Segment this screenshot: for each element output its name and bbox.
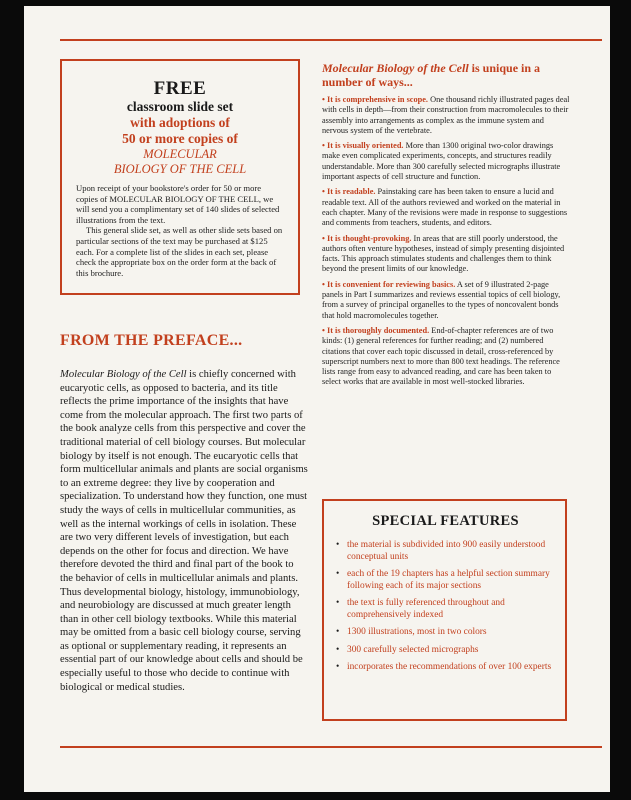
feature-item xyxy=(336,645,555,657)
feature-item xyxy=(336,598,555,621)
free-line2: with adoptions of xyxy=(130,115,230,130)
feature-item xyxy=(336,627,555,639)
bullet-icon: • xyxy=(336,627,340,637)
bullet-icon: • xyxy=(322,233,327,243)
bullet-icon: • xyxy=(322,141,327,151)
free-line3: 50 or more copies of xyxy=(122,131,238,146)
bullet-icon: • xyxy=(336,598,340,608)
unique-item xyxy=(322,187,572,228)
preface-body xyxy=(60,368,308,694)
book-title-line1: MOLECULAR xyxy=(143,147,217,161)
free-slide-set-box xyxy=(60,59,300,295)
bullet-icon: • xyxy=(322,279,327,289)
free-box-paragraph-1: Upon receipt of your bookstore's order for 50 or more copies of MOLECULAR BIOLOGY OF THE CELL, we will send you a complimentary set of 140 slides of selected illustrations from the text. xyxy=(76,183,280,225)
preface-title: FROM THE PREFACE... xyxy=(60,332,243,349)
unique-item xyxy=(322,326,572,388)
free-box-body xyxy=(76,183,284,278)
unique-item xyxy=(322,280,572,321)
unique-item-label: It is thought-provoking. xyxy=(326,233,412,243)
unique-section xyxy=(322,61,572,393)
feature-item xyxy=(336,662,555,674)
feature-text: 1300 illustrations, most in two colors xyxy=(347,627,487,637)
free-title: FREE xyxy=(153,78,207,99)
unique-item xyxy=(322,234,572,275)
unique-item-text: Painstaking care has been taken to ensure a lucid and readable text. All of the authors reviewed and worked on the material in each chapter. Many of the revisions were made in response to suggestions and comments from teachers, students, and editors. xyxy=(322,187,568,228)
unique-item-label: It is comprehensive in scope. xyxy=(326,95,429,104)
bullet-icon: • xyxy=(322,325,327,335)
features-list xyxy=(336,540,555,674)
unique-heading-rest: is unique in a number of ways... xyxy=(322,61,541,89)
bullet-icon: • xyxy=(336,569,340,579)
feature-item xyxy=(336,540,555,563)
feature-text: the material is subdivided into 900 easily understood conceptual units xyxy=(347,540,546,562)
bullet-icon: • xyxy=(322,95,327,104)
book-title-line2: BIOLOGY OF THE CELL xyxy=(113,162,247,176)
bottom-rule xyxy=(60,746,602,748)
unique-item xyxy=(322,95,572,136)
feature-text: incorporates the recommendations of over 100 experts xyxy=(347,662,552,672)
unique-item-text: More than 1300 original two-color drawings make even complicated experiments, concepts, and structures readily understandable. More than 300 carefully selected micrographs illustrate important aspects of cell structure and function. xyxy=(322,141,561,182)
feature-item xyxy=(336,569,555,592)
unique-item-label: It is readable. xyxy=(326,187,376,197)
bullet-icon: • xyxy=(336,644,340,655)
unique-item-text: In areas that are still poorly understood, the authors often venture hypotheses, instead of simply presenting disjointed facts. This approach stimulates students and challenges them to think beyond the present limits of our knowledge. xyxy=(322,233,565,274)
bullet-icon: • xyxy=(336,540,340,550)
feature-text: the text is fully referenced throughout and comprehensively indexed xyxy=(347,598,505,620)
bullet-icon: • xyxy=(336,662,340,672)
free-box-paragraph-2: This general slide set, as well as other slide sets based on particular sections of the text may be purchased at $125 each. For a complete list of the slides in each set, please check the appropriate box on the order form at the back of this brochure. xyxy=(76,225,283,278)
unique-item-label: It is convenient for reviewing basics. xyxy=(326,279,456,289)
unique-item xyxy=(322,141,572,182)
preface-lead: Molecular Biology of the Cell xyxy=(60,369,187,380)
unique-heading-italic: Molecular Biology of the Cell xyxy=(322,61,469,75)
unique-item-text: End-of-chapter references are of two kinds: (1) general references for further reading; and (2) numbered citations that cover each topic discussed in detail, cross-referenced by superscript numbers next to more than 800 text headings. The reference lists range from easy to advanced reading, and care has been taken to select works that are available in most well-stocked libraries. xyxy=(322,325,560,387)
bullet-icon: • xyxy=(322,187,327,197)
preface-text: is chiefly concerned with eucaryotic cells, as opposed to bacteria, and its title reflects the prime importance of the insights that have come from the molecular approach. The first two parts of the book analyze cells from this perspective and cover the traditional material of cell biology courses. But molecular biology by itself is not enough. The eucaryotic cells that form multicellular animals and plants are social organisms to an extreme degree: they live by cooperation and specialization. To understand how they function, one must study the ways of cells in multicellular communities, as well as the internal workings of cells in isolation. These are two very different levels of investigation, but each depends on the other for focus and direction. We have therefore devoted the third and final part of the book to the behavior of cells in multicellular animals and plants. Thus developmental biology, histology, immunobiology, and neurobiology are discussed at much greater length than in other cell biology textbooks. While this material may be omitted from a basic cell biology course, serving as optional or supplementary reading, it represents an essential part of our knowledge about cells and should be especially useful to those who decide to continue with biological or medical studies. xyxy=(60,369,308,693)
feature-text: 300 carefully selected micrographs xyxy=(347,644,479,655)
unique-list xyxy=(322,95,572,388)
top-rule xyxy=(60,39,602,41)
unique-heading xyxy=(322,61,572,89)
unique-item-label: It is thoroughly documented. xyxy=(326,325,430,335)
special-features-box xyxy=(322,499,567,721)
features-title: SPECIAL FEATURES xyxy=(372,513,519,529)
free-line1: classroom slide set xyxy=(126,99,234,114)
brochure-page xyxy=(24,6,610,792)
unique-item-label: It is visually oriented. xyxy=(326,141,404,151)
unique-item-text: A set of 9 illustrated 2-page panels in Part I summarizes and reviews essential topics of cell biology, from a survey of principal organelles to the types of noncovalent bonds that hold macromolecules together. xyxy=(322,279,561,320)
unique-item-text: One thousand richly illustrated pages deal with cells in depth—from their construction from macromolecules to their assembly into arrangements as complex as the immune system and nervous system of the vertebrate. xyxy=(322,95,570,135)
feature-text: each of the 19 chapters has a helpful section summary following each of its major sections xyxy=(347,569,550,591)
